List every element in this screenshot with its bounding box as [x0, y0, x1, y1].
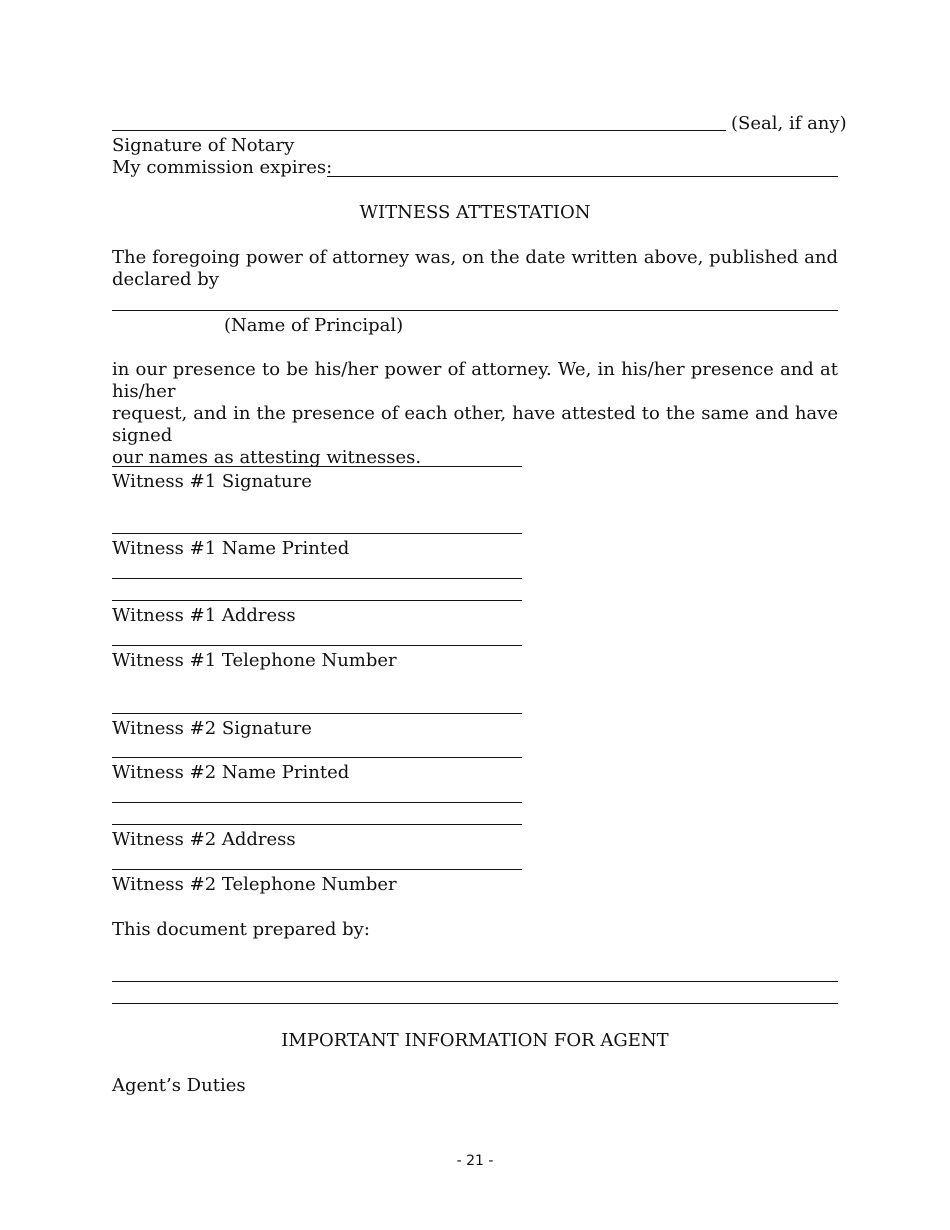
witness1-name-label: Witness #1 Name Printed	[112, 538, 350, 559]
seal-label: (Seal, if any)	[731, 113, 847, 134]
notary-signature-line[interactable]	[112, 130, 726, 131]
attestation-intro-line-1: The foregoing power of attorney was, on the date written above, published and	[112, 247, 838, 268]
witness2-name-label: Witness #2 Name Printed	[112, 762, 350, 783]
prepared-by-label: This document prepared by:	[112, 919, 370, 940]
attestation-body-line-1: in our presence to be his/her power of attorney. We, in his/her presence and at his/her	[112, 359, 838, 402]
witness1-phone-line[interactable]	[112, 645, 522, 646]
witness2-signature-line[interactable]	[112, 713, 522, 714]
witness2-phone-label: Witness #2 Telephone Number	[112, 874, 397, 895]
witness2-address-line-1[interactable]	[112, 802, 522, 803]
witness2-phone-line[interactable]	[112, 869, 522, 870]
agent-info-heading: IMPORTANT INFORMATION FOR AGENT	[281, 1030, 669, 1051]
agent-duties-label: Agent’s Duties	[112, 1075, 246, 1096]
commission-expires-label: My commission expires:	[112, 157, 333, 178]
witness2-name-line[interactable]	[112, 757, 522, 758]
prepared-by-line-1[interactable]	[112, 981, 838, 982]
principal-name-line[interactable]	[112, 310, 838, 311]
attestation-body-line-2: request, and in the presence of each other, have attested to the same and have signed	[112, 403, 838, 446]
witness1-signature-label: Witness #1 Signature	[112, 471, 312, 492]
witness1-name-line[interactable]	[112, 533, 522, 534]
witness1-address-label: Witness #1 Address	[112, 605, 296, 626]
notary-signature-label: Signature of Notary	[112, 135, 295, 156]
attestation-body	[112, 359, 838, 469]
witness2-address-label: Witness #2 Address	[112, 829, 296, 850]
attestation-intro	[112, 247, 838, 291]
attestation-intro-line-2: declared by	[112, 269, 219, 290]
commission-expires-line[interactable]	[327, 176, 838, 177]
witness1-address-line-1[interactable]	[112, 578, 522, 579]
principal-name-label: (Name of Principal)	[224, 315, 404, 336]
witness2-address-line-2[interactable]	[112, 824, 522, 825]
attestation-body-line-3: our names as attesting witnesses.	[112, 447, 422, 468]
witness1-address-line-2[interactable]	[112, 600, 522, 601]
witness1-phone-label: Witness #1 Telephone Number	[112, 650, 397, 671]
witness1-signature-line[interactable]	[112, 466, 522, 467]
page-number: - 21 -	[456, 1153, 494, 1169]
prepared-by-line-2[interactable]	[112, 1003, 838, 1004]
witness2-signature-label: Witness #2 Signature	[112, 718, 312, 739]
witness-attestation-heading: WITNESS ATTESTATION	[359, 202, 591, 223]
